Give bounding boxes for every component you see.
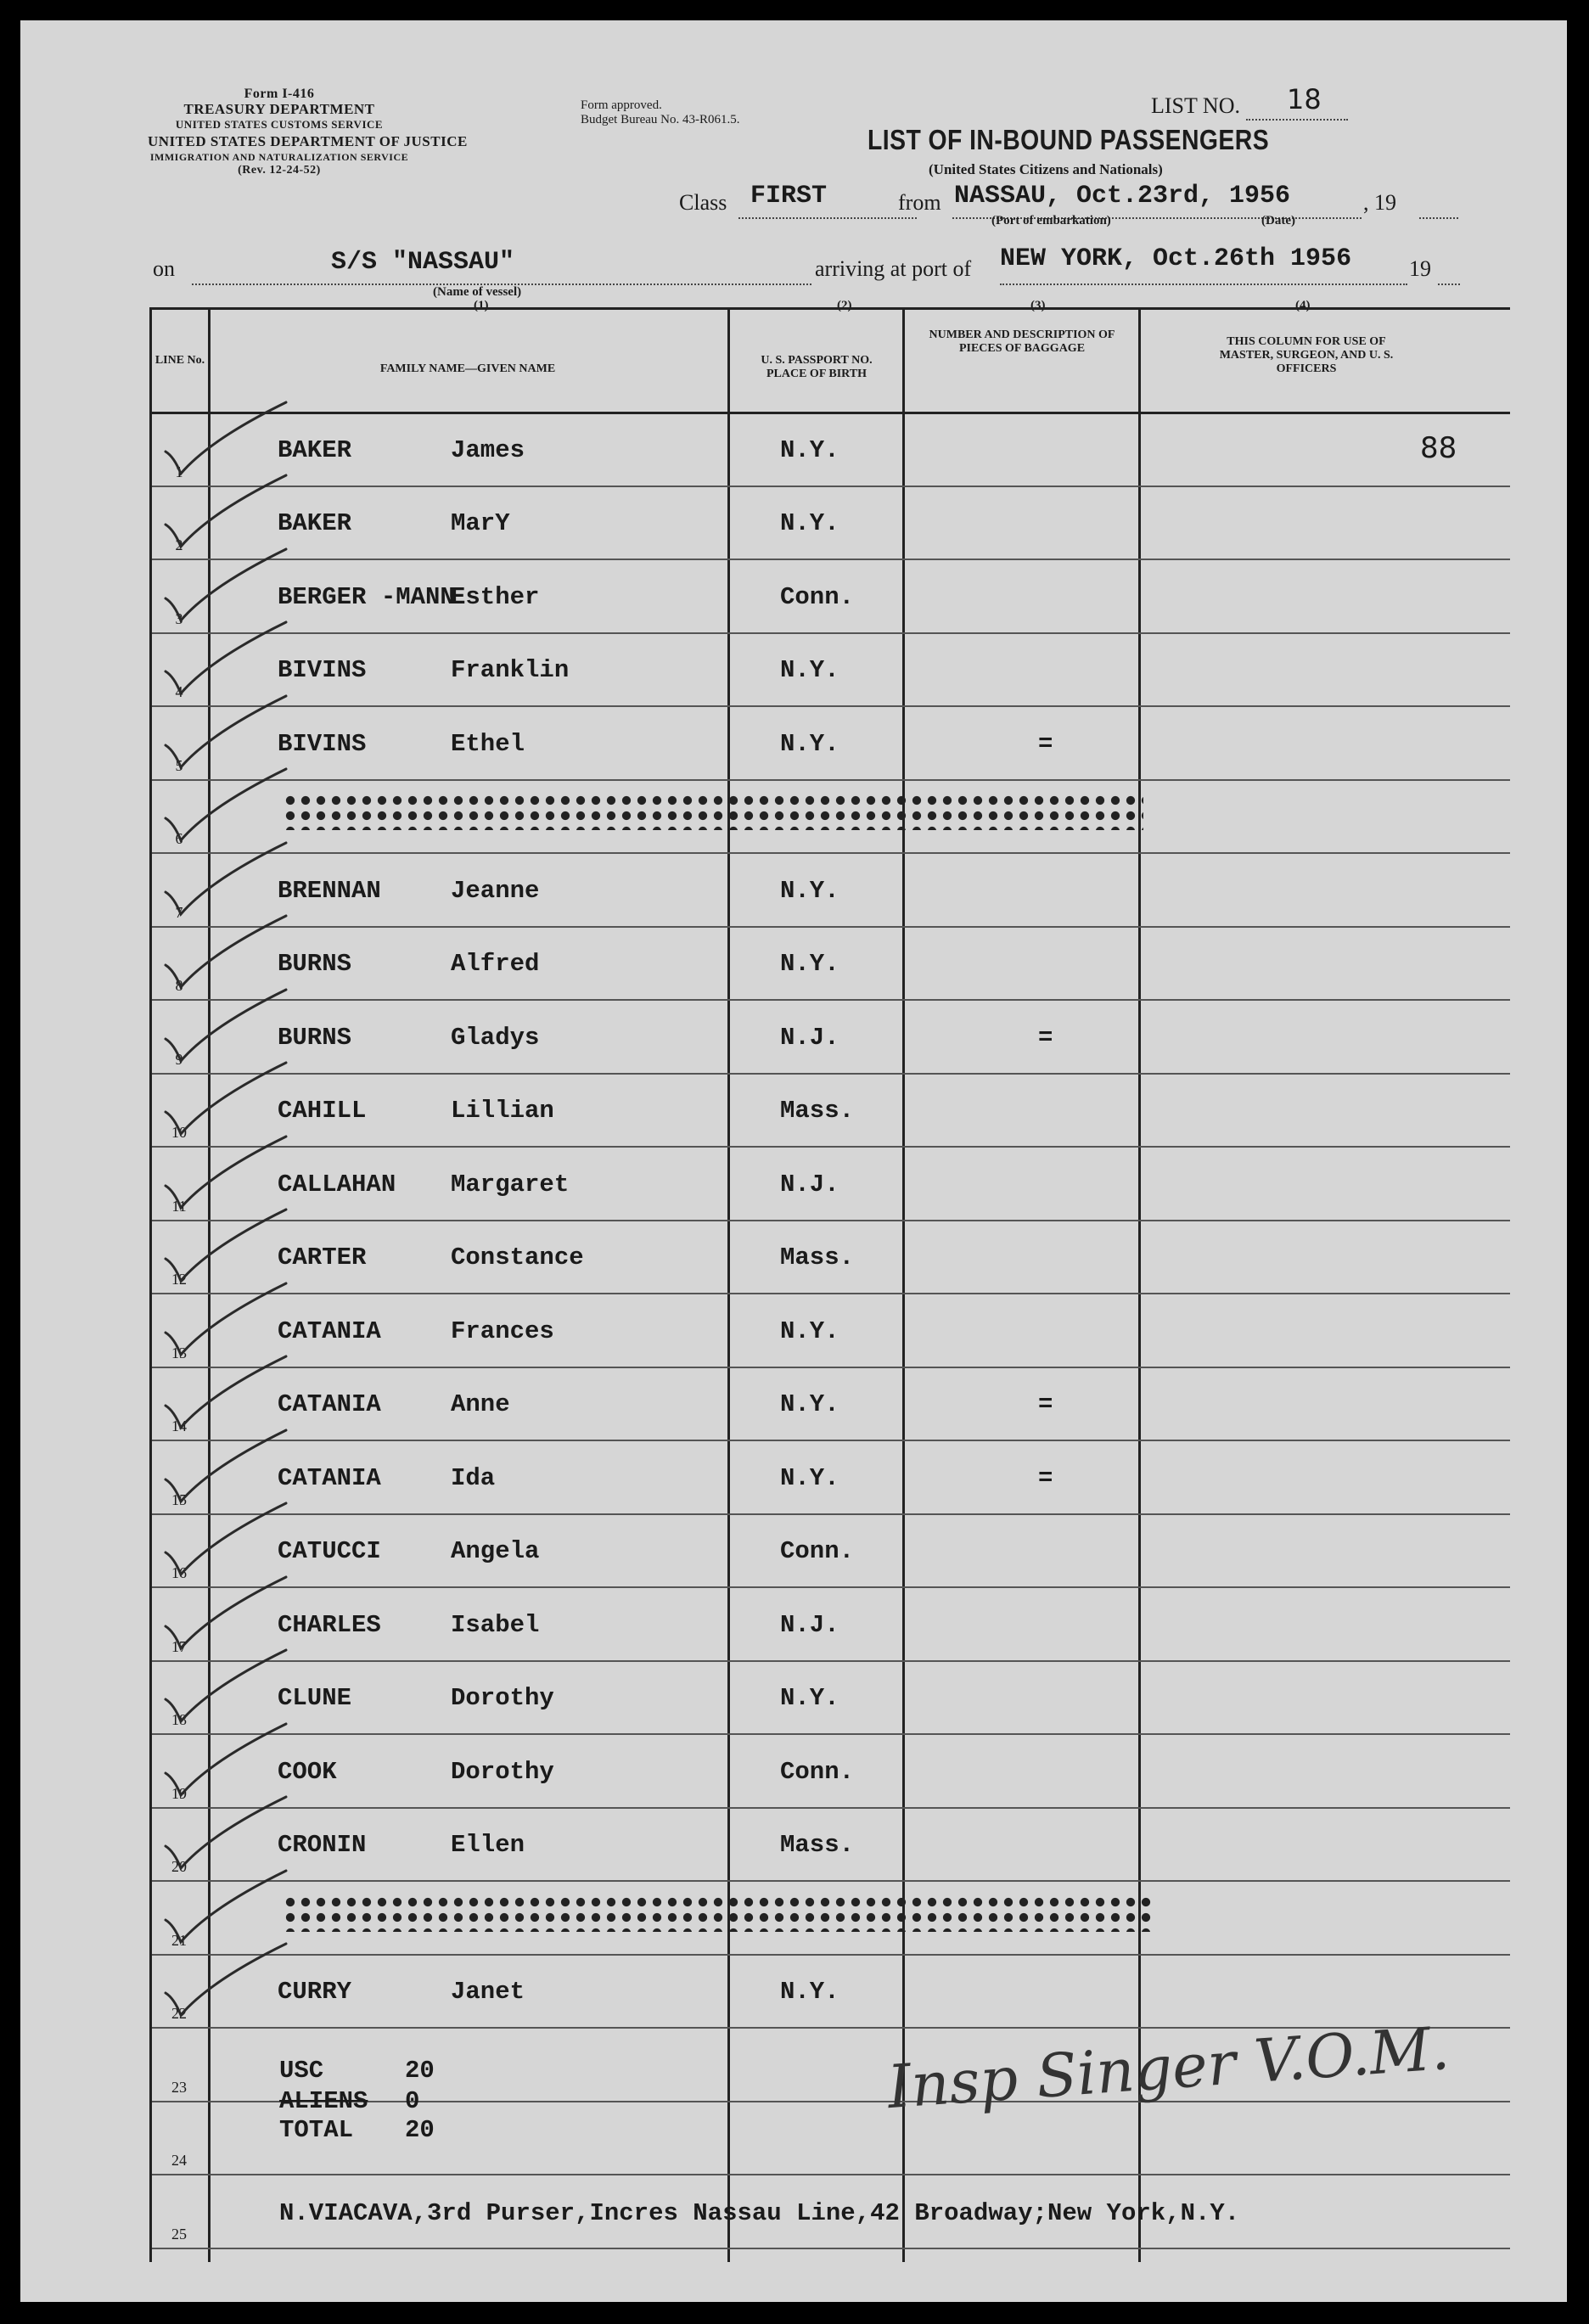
family-name-cell: CATUCCI — [278, 1537, 381, 1565]
line-number: 11 — [171, 1197, 187, 1215]
passenger-manifest-form — [20, 20, 1567, 2302]
row-divider — [152, 705, 1510, 707]
row-divider — [152, 926, 1510, 928]
place-of-birth-cell: Conn. — [780, 1757, 855, 1786]
caption-2: (2) — [837, 299, 852, 312]
row-divider — [152, 486, 1510, 487]
line-number: 8 — [175, 977, 183, 994]
row-divider — [152, 1220, 1510, 1221]
place-of-birth-cell: N.Y. — [780, 1463, 839, 1492]
family-name-cell: BIVINS — [278, 656, 367, 684]
year-dots-1 — [1419, 217, 1458, 219]
year-suffix-from: , 19 — [1363, 190, 1396, 215]
customs-service: UNITED STATES CUSTOMS SERVICE — [175, 118, 384, 131]
struck-out-entry — [283, 1895, 1152, 1932]
line-number: 14 — [171, 1417, 187, 1434]
row-divider — [152, 1807, 1510, 1809]
row-divider — [152, 1293, 1510, 1294]
place-of-birth-cell: Conn. — [780, 1537, 855, 1565]
given-name-cell: James — [451, 435, 525, 464]
aliens-label: ALIENS — [279, 2087, 368, 2115]
given-name-cell: Esther — [451, 582, 540, 611]
family-name-cell: CRONIN — [278, 1831, 367, 1859]
family-name-cell: CALLAHAN — [278, 1170, 396, 1198]
family-name-cell: CHARLES — [278, 1610, 381, 1639]
given-name-cell: Ellen — [451, 1831, 525, 1859]
line-number: 12 — [171, 1271, 187, 1288]
line-number: 7 — [175, 903, 183, 921]
row-divider — [152, 1367, 1510, 1368]
col-header-line: LINE No. — [154, 354, 205, 367]
passenger-table — [149, 307, 1510, 2262]
row-divider — [152, 1660, 1510, 1662]
family-name-cell: CURRY — [278, 1978, 352, 2006]
family-name-cell: BERGER -MANN — [278, 582, 455, 611]
given-name-cell: Dorothy — [451, 1757, 554, 1786]
family-name-cell: CARTER — [278, 1243, 367, 1271]
place-of-birth-cell: N.Y. — [780, 876, 839, 905]
line-number: 23 — [171, 2078, 187, 2096]
given-name-cell: Isabel — [451, 1610, 540, 1639]
given-name-cell: Jeanne — [451, 876, 540, 905]
line-number: 5 — [175, 756, 183, 774]
given-name-cell: Frances — [451, 1316, 554, 1345]
place-of-birth-cell: Mass. — [780, 1831, 855, 1859]
family-name-cell: BRENNAN — [278, 876, 381, 905]
checkmark-icon — [162, 1937, 289, 2030]
place-of-birth-cell: Mass. — [780, 1097, 855, 1125]
struck-out-entry — [283, 793, 1143, 830]
line-number: 3 — [175, 609, 183, 627]
col-header-passport: U. S. PASSPORT NO. PLACE OF BIRTH — [761, 354, 873, 380]
place-of-birth-cell: N.J. — [780, 1023, 839, 1052]
place-of-birth-cell: N.Y. — [780, 729, 839, 758]
form-subtitle: (United States Citizens and Nationals) — [929, 161, 1163, 177]
vessel-caption: (Name of vessel) — [433, 285, 522, 299]
row-divider — [152, 779, 1510, 781]
family-name-cell: BURNS — [278, 950, 352, 978]
given-name-cell: Constance — [451, 1243, 584, 1271]
line-number: 18 — [171, 1711, 187, 1728]
officer-use-cell: 88 — [1420, 430, 1457, 465]
baggage-cell: = — [1038, 1023, 1053, 1052]
on-label: on — [153, 256, 175, 281]
port-embark-caption: (Port of embarkation) — [991, 214, 1111, 227]
given-name-cell: Alfred — [451, 950, 540, 978]
from-label: from — [898, 190, 941, 215]
immigration-service: IMMIGRATION AND NATURALIZATION SERVICE — [149, 151, 409, 163]
given-name-cell: MarY — [451, 509, 510, 537]
place-of-birth-cell: N.Y. — [780, 950, 839, 978]
family-name-cell: BIVINS — [278, 729, 367, 758]
baggage-cell: = — [1038, 1390, 1053, 1418]
arriving-label: arriving at port of — [815, 256, 972, 281]
class-label: Class — [679, 190, 727, 215]
arrival-dots — [1000, 283, 1407, 285]
line-number: 4 — [175, 683, 183, 700]
line-number: 25 — [171, 2225, 187, 2243]
purser-line: N.VIACAVA,3rd Purser,Incres Nassau Line,42 Broadway;New York,N.Y. — [279, 2199, 1240, 2227]
row-divider — [152, 852, 1510, 854]
line-number: 10 — [171, 1124, 187, 1141]
line-number: 1 — [175, 463, 183, 480]
usc-label: USC — [279, 2057, 324, 2085]
family-name-cell: COOK — [278, 1757, 337, 1786]
vessel-caption-num: (1) — [474, 299, 489, 312]
baggage-cell: = — [1038, 729, 1053, 758]
family-name-cell: CAHILL — [278, 1097, 367, 1125]
line-number: 16 — [171, 1564, 187, 1581]
form-approved: Form approved. — [581, 98, 662, 112]
total-value: 20 — [405, 2116, 435, 2144]
baggage-cell: = — [1038, 1463, 1053, 1492]
family-name-cell: BAKER — [278, 435, 352, 464]
line-number: 19 — [171, 1784, 187, 1802]
place-of-birth-cell: N.J. — [780, 1170, 839, 1198]
row-divider — [152, 1880, 1510, 1882]
list-no-value: 18 — [1287, 83, 1322, 115]
usc-value: 20 — [405, 2057, 435, 2085]
given-name-cell: Lillian — [451, 1097, 554, 1125]
date-caption: (Date) — [1261, 214, 1295, 227]
revision-date: (Rev. 12-24-52) — [238, 164, 321, 177]
row-divider — [152, 1733, 1510, 1735]
class-value: FIRST — [750, 182, 828, 211]
given-name-cell: Gladys — [451, 1023, 540, 1052]
family-name-cell: BURNS — [278, 1023, 352, 1052]
row-divider — [152, 999, 1510, 1001]
list-no-label: LIST NO. — [1151, 93, 1240, 118]
col-header-name: FAMILY NAME—GIVEN NAME — [379, 362, 556, 375]
line-number: 9 — [175, 1050, 183, 1068]
total-label: TOTAL — [279, 2116, 354, 2144]
given-name-cell: Angela — [451, 1537, 540, 1565]
line-number: 2 — [175, 536, 183, 553]
given-name-cell: Janet — [451, 1978, 525, 2006]
budget-bureau: Budget Bureau No. 43-R061.5. — [581, 113, 740, 126]
row-divider — [152, 1954, 1510, 1956]
place-of-birth-cell: N.Y. — [780, 1684, 839, 1712]
row-divider — [152, 632, 1510, 634]
class-dots — [738, 217, 917, 219]
row-divider — [152, 1586, 1510, 1588]
line-number: 20 — [171, 1858, 187, 1875]
caption-4: (4) — [1295, 299, 1311, 312]
col-header-officers: THIS COLUMN FOR USE OF MASTER, SURGEON, AND U. S. OFFICERS — [1219, 335, 1394, 375]
vessel-value: S/S "NASSAU" — [331, 248, 515, 277]
family-name-cell: BAKER — [278, 509, 352, 537]
place-of-birth-cell: N.Y. — [780, 435, 839, 464]
line-number: 21 — [171, 1931, 187, 1949]
given-name-cell: Ethel — [451, 729, 525, 758]
from-value: NASSAU, Oct.23rd, 1956 — [954, 182, 1291, 211]
row-divider — [152, 2248, 1510, 2249]
aliens-value: 0 — [405, 2087, 420, 2115]
given-name-cell: Margaret — [451, 1170, 570, 1198]
form-title: LIST OF IN-BOUND PASSENGERS — [867, 124, 1270, 155]
department-of-justice: UNITED STATES DEPARTMENT OF JUSTICE — [148, 133, 468, 149]
given-name-cell: Ida — [451, 1463, 496, 1492]
family-name-cell: CATANIA — [278, 1463, 381, 1492]
given-name-cell: Franklin — [451, 656, 570, 684]
row-divider — [152, 1440, 1510, 1441]
row-divider — [152, 1073, 1510, 1075]
given-name-cell: Dorothy — [451, 1684, 554, 1712]
arrival-value: NEW YORK, Oct.26th 1956 — [1000, 244, 1352, 273]
place-of-birth-cell: N.Y. — [780, 1316, 839, 1345]
place-of-birth-cell: N.Y. — [780, 1390, 839, 1418]
list-no-dots — [1246, 119, 1348, 121]
year-dots-2 — [1438, 283, 1460, 285]
place-of-birth-cell: N.Y. — [780, 656, 839, 684]
year-suffix-arrival: 19 — [1409, 256, 1431, 281]
line-number: 17 — [171, 1637, 187, 1655]
line-number: 6 — [175, 830, 183, 847]
row-divider — [152, 2174, 1510, 2175]
place-of-birth-cell: N.Y. — [780, 1978, 839, 2006]
line-number: 22 — [171, 2005, 187, 2022]
family-name-cell: CATANIA — [278, 1390, 381, 1418]
form-number: Form I-416 — [244, 87, 315, 101]
line-number: 24 — [171, 2152, 187, 2169]
caption-3: (3) — [1030, 299, 1046, 312]
family-name-cell: CATANIA — [278, 1316, 381, 1345]
row-divider — [152, 1146, 1510, 1148]
inspector-signature: Insp Singer V.O.M. — [884, 2012, 1452, 2123]
place-of-birth-cell: Mass. — [780, 1243, 855, 1271]
row-divider — [152, 559, 1510, 560]
row-divider — [152, 1513, 1510, 1515]
col-header-baggage: NUMBER AND DESCRIPTION OF PIECES OF BAGGAGE — [929, 328, 1115, 355]
place-of-birth-cell: N.J. — [780, 1610, 839, 1639]
line-number: 13 — [171, 1344, 187, 1361]
line-number: 15 — [171, 1490, 187, 1508]
place-of-birth-cell: Conn. — [780, 582, 855, 611]
given-name-cell: Anne — [451, 1390, 510, 1418]
family-name-cell: CLUNE — [278, 1684, 352, 1712]
treasury-department: TREASURY DEPARTMENT — [183, 101, 375, 117]
place-of-birth-cell: N.Y. — [780, 509, 839, 537]
